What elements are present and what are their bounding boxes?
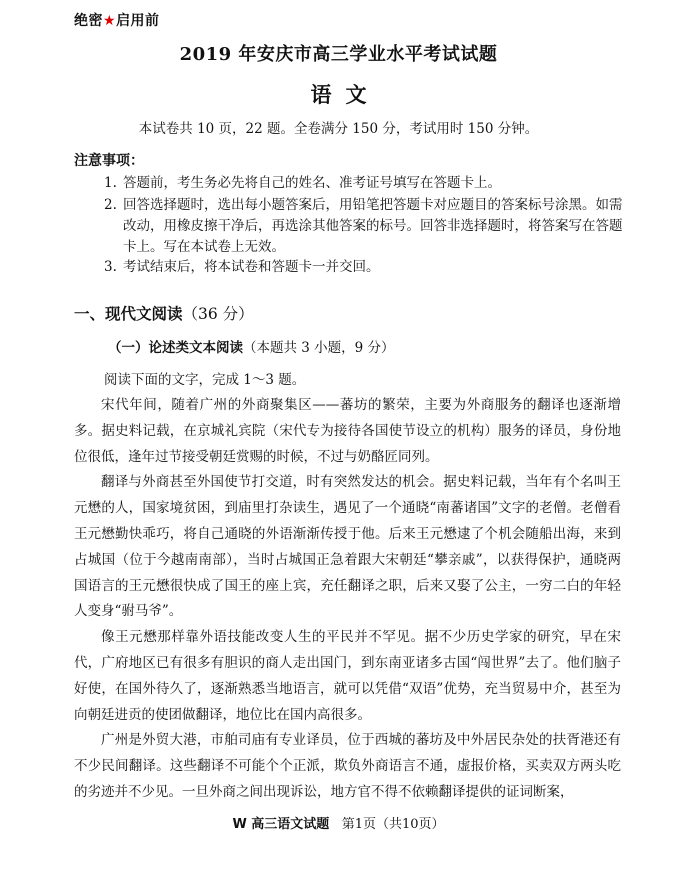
subject-title: 语文: [310, 82, 381, 107]
notice-item-number: 3.: [104, 259, 117, 275]
notice-item-number: 1.: [104, 175, 117, 191]
exam-info: 本试卷共 10 页，22 题。全卷满分 150 分，考试用时 150 分钟。: [138, 121, 539, 137]
passage-paragraph: 广州是外贸大港，市舶司庙有专业译员，位于西城的蕃坊及中外居民杂处的扶胥港还有不少民间翻译。这些翻译不可能个个正派，欺负外商语言不通，虚报价格，买卖双方两头吃的劣迹并不少见。一旦外商之间出现诉讼，地方官不得不依赖翻译提供的证词断案，: [74, 732, 621, 800]
notice-item-text: 考试结束后，将本试卷和答题卡一并交回。: [123, 259, 380, 275]
passage-paragraph: 翻译与外商甚至外国使节打交道，时有突然发达的机会。据史料记载，当年有个名叫王元懋的人，国家境贫困，到庙里打杂读生，遇见了一个通晓“南蕃诸国”文字的老僧。老僧看王元懋勤快乖巧，将自己通晓的外语渐渐传授于他。后来王元懋逮了个机会随船出海，来到占城国（位于今越南南部），当时占城国正急着跟大宋朝廷“攀亲戚”，以获得保护，通晓两国语言的王元懋很快成了国王的座上宾，充任翻译之职，后来又娶了公主，一穷二白的年轻人变身“驸马爷”。: [74, 474, 621, 620]
passage-paragraph: 像王元懋那样靠外语技能改变人生的平民并不罕见。据不少历史学家的研究，早在宋代，广府地区已有很多有胆识的商人走出国门，到东南亚诸多古国“闯世界”去了。他们脑子好使，在国外待久了，逐渐熟悉当地语言，就可以凭借“双语”优势，充当贸易中介，甚至为向朝廷进贡的使团做翻译，地位比在国内高很多。: [74, 629, 621, 723]
confidential-label: [74, 10, 160, 30]
subsection-heading: [108, 336, 395, 356]
section-score: （36 分）: [182, 305, 254, 323]
notice-item-text: 回答选择题时，选出每小题答案后，用铅笔把答题卡对应题目的答案标号涂黑。如需改动，用橡皮擦干净后，再选涂其他答案的标号。回答非选择题时，将答案写在答题卡上。写在本试卷上无效。: [123, 197, 623, 255]
star-icon: ★: [103, 13, 117, 29]
notice-item-text: 答题前，考生务必先将自己的姓名、准考证号填写在答题卡上。: [123, 175, 501, 191]
passage-paragraph: 宋代年间，随着广州的外商聚集区——蕃坊的繁荣，主要为外商服务的翻译也逐渐增多。据史料记载，在京城礼宾院（宋代专为接待各国使节设立的机构）服务的译员，身份地位很低，逢年过节接受朝廷赏赐的时候，不过与奶酪匠同列。: [74, 397, 621, 465]
before-use-text: 启用前: [116, 13, 160, 29]
section-title: 一、现代文阅读: [74, 305, 183, 323]
notice-item-number: 2.: [104, 197, 117, 213]
notice-heading: 注意事项：: [74, 153, 144, 169]
notice-item: [104, 195, 624, 258]
footer-page-number: 第1页（共10页）: [341, 817, 445, 832]
reading-instruction: 阅读下面的文字，完成 1～3 题。: [104, 372, 306, 388]
reading-passage: [74, 393, 621, 806]
footer-code-title: W 高三语文试题: [232, 817, 330, 832]
notice-item: [104, 257, 624, 278]
section-heading: [74, 302, 254, 324]
secret-text: 绝密: [74, 13, 103, 29]
notice-item: [104, 173, 624, 194]
subsection-note: （本题共 3 小题，9 分）: [243, 340, 395, 356]
page-footer: [0, 813, 677, 832]
subsection-title: （一）论述类文本阅读: [108, 340, 243, 356]
exam-title: 2019 年安庆市高三学业水平考试试题: [179, 44, 498, 65]
